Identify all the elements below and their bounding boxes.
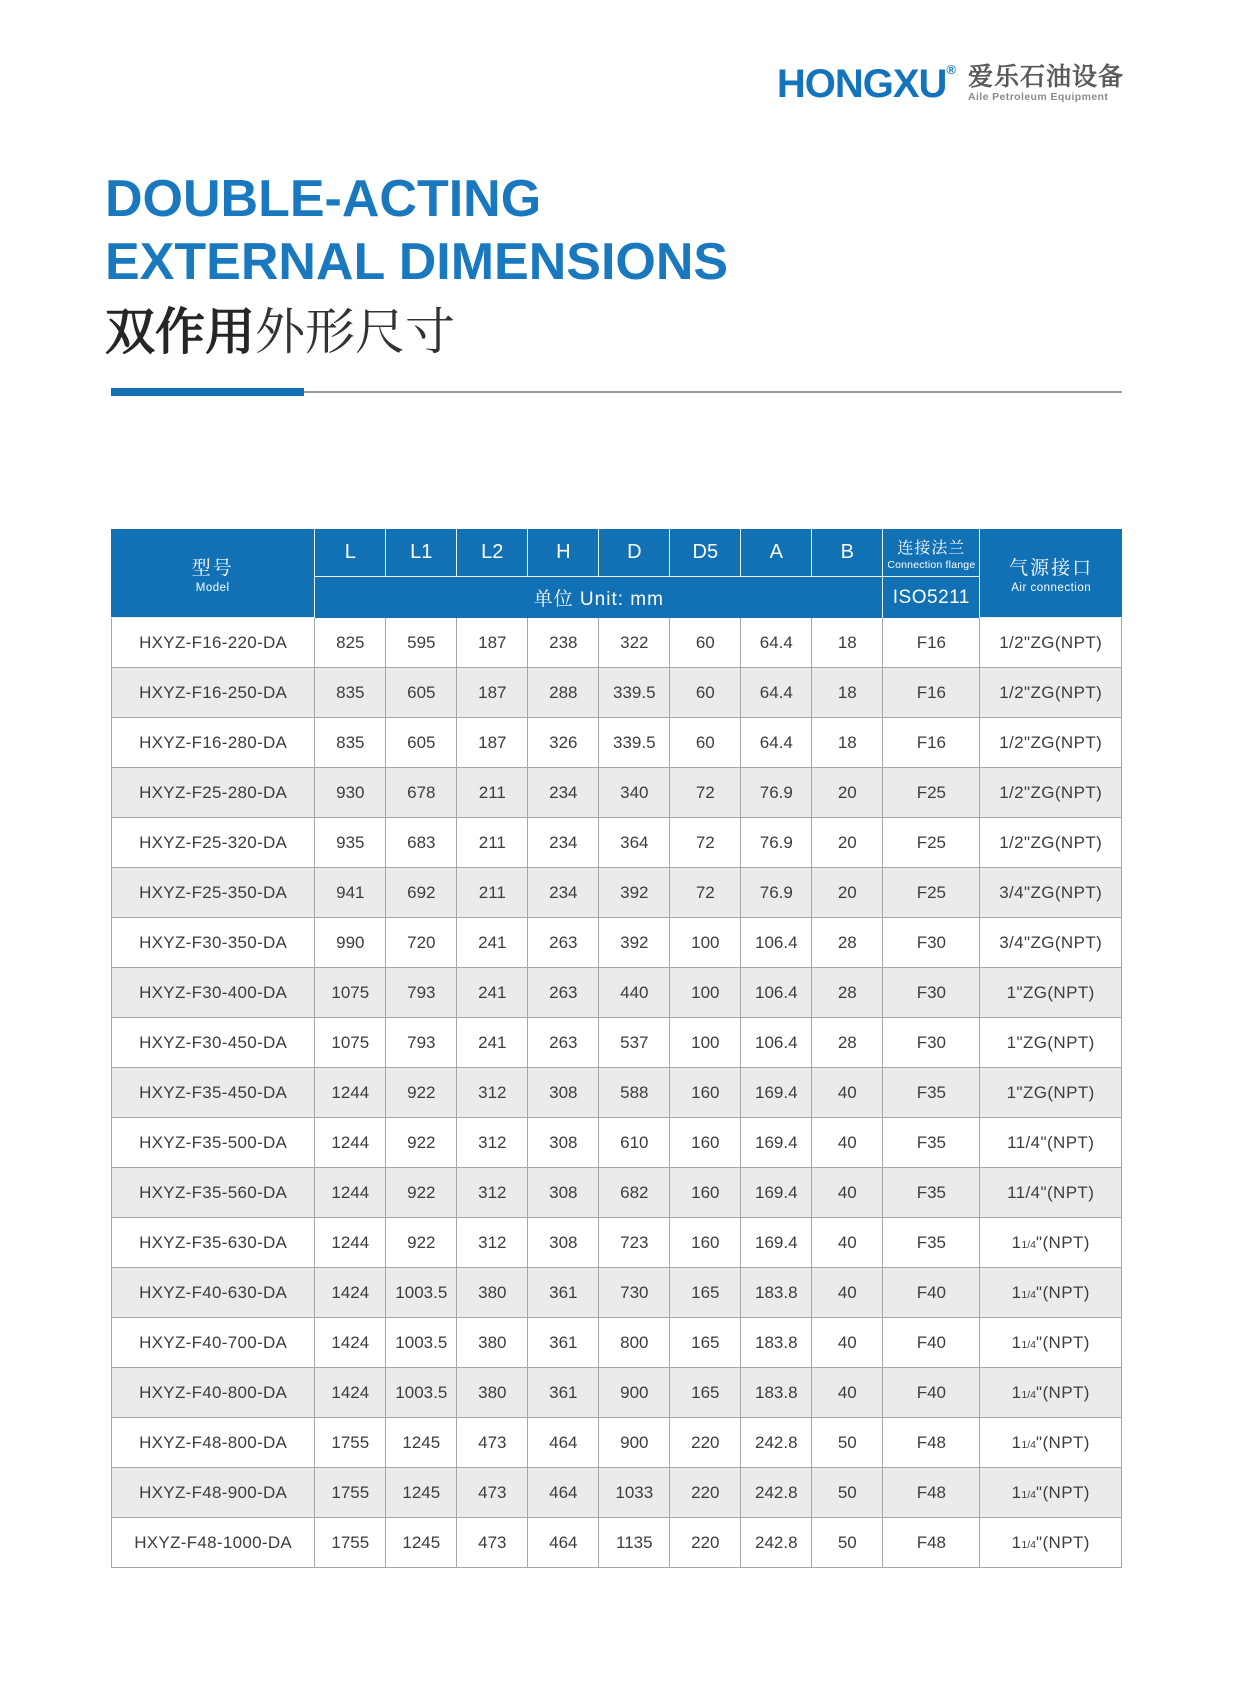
air-text: 1"ZG(NPT) (1006, 1082, 1095, 1102)
header-dim-l1: L1 (386, 529, 457, 577)
dimension-cell: 1244 (315, 1218, 386, 1268)
air-connection-cell (980, 718, 1122, 768)
dimension-cell: 380 (457, 1268, 528, 1318)
dimension-cell: 308 (528, 1168, 599, 1218)
model-cell: HXYZ-F16-250-DA (111, 668, 315, 718)
air-text: 1 (1011, 1382, 1022, 1402)
air-text: 3/4"ZG(NPT) (999, 882, 1103, 902)
dimension-cell: 18 (812, 618, 883, 668)
dimension-cell: 1244 (315, 1118, 386, 1168)
header-dim-l2: L2 (457, 529, 528, 577)
air-text: 1"ZG(NPT) (1006, 1032, 1095, 1052)
air-text: "(NPT) (1036, 1382, 1090, 1402)
dimension-cell: 187 (457, 718, 528, 768)
dimension-cell: 900 (599, 1368, 670, 1418)
air-text: 1 (1011, 1232, 1022, 1252)
header-flange-cn: 连接法兰 (897, 539, 966, 557)
flange-cell: F30 (883, 968, 980, 1018)
dimension-cell: 473 (457, 1418, 528, 1468)
header-dim-a: A (741, 529, 812, 577)
dimension-cell: 1424 (315, 1318, 386, 1368)
dimension-cell: 380 (457, 1368, 528, 1418)
dimension-cell: 72 (670, 818, 741, 868)
dimension-cell: 326 (528, 718, 599, 768)
air-text: 1/2"ZG(NPT) (999, 832, 1103, 852)
model-cell: HXYZ-F25-320-DA (111, 818, 315, 868)
dimension-cell: 234 (528, 868, 599, 918)
dimension-cell: 464 (528, 1518, 599, 1568)
flange-cell: F30 (883, 1018, 980, 1068)
title-chinese-bold: 双作用 (105, 303, 255, 360)
dimension-cell: 169.4 (741, 1118, 812, 1168)
dimension-cell: 322 (599, 618, 670, 668)
air-text: "(NPT) (1036, 1482, 1090, 1502)
dimension-cell: 922 (386, 1218, 457, 1268)
dimension-cell: 60 (670, 618, 741, 668)
dimension-cell: 1003.5 (386, 1268, 457, 1318)
header-model (111, 529, 315, 618)
dimension-cell: 288 (528, 668, 599, 718)
flange-cell: F25 (883, 818, 980, 868)
dimension-cell: 610 (599, 1118, 670, 1168)
table-row (111, 618, 1122, 668)
header-flange (883, 529, 980, 577)
title-line2: EXTERNAL DIMENSIONS (105, 233, 729, 292)
dimension-cell: 220 (670, 1518, 741, 1568)
model-cell: HXYZ-F25-350-DA (111, 868, 315, 918)
dimension-cell: 605 (386, 718, 457, 768)
dimension-cell: 211 (457, 868, 528, 918)
dimension-cell: 922 (386, 1118, 457, 1168)
dimension-cell: 941 (315, 868, 386, 918)
dimension-cell: 165 (670, 1368, 741, 1418)
logo-chinese-name: 爱乐石油设备 (967, 63, 1124, 91)
air-text: "(NPT) (1036, 1532, 1090, 1552)
model-cell: HXYZ-F48-1000-DA (111, 1518, 315, 1568)
dimension-cell: 605 (386, 668, 457, 718)
dimension-cell: 339.5 (599, 718, 670, 768)
air-connection-cell (980, 1368, 1122, 1418)
dimension-cell: 100 (670, 968, 741, 1018)
table-row (111, 868, 1122, 918)
dimension-cell: 160 (670, 1218, 741, 1268)
dimension-cell: 392 (599, 918, 670, 968)
dimension-cell: 28 (812, 1018, 883, 1068)
dimension-cell: 160 (670, 1168, 741, 1218)
dimension-cell: 242.8 (741, 1468, 812, 1518)
section-divider (111, 388, 1122, 396)
dimension-cell: 72 (670, 768, 741, 818)
table-row (111, 1418, 1122, 1468)
model-cell: HXYZ-F40-630-DA (111, 1268, 315, 1318)
dimension-cell: 835 (315, 718, 386, 768)
dimension-cell: 793 (386, 1018, 457, 1068)
brand-wordmark (776, 62, 956, 107)
flange-cell: F25 (883, 868, 980, 918)
dimension-cell: 380 (457, 1318, 528, 1368)
air-fraction-small: 1/4 (1021, 1338, 1037, 1351)
flange-cell: F16 (883, 718, 980, 768)
dimension-cell: 18 (812, 668, 883, 718)
air-fraction-small: 1/4 (1021, 1288, 1037, 1301)
dimension-cell: 339.5 (599, 668, 670, 718)
table-row (111, 818, 1122, 868)
air-text: 1 (1011, 1482, 1022, 1502)
air-text: 1"ZG(NPT) (1006, 982, 1095, 1002)
air-connection-cell (980, 1468, 1122, 1518)
dimension-cell: 1003.5 (386, 1368, 457, 1418)
flange-cell: F40 (883, 1268, 980, 1318)
dimension-cell: 106.4 (741, 1018, 812, 1068)
dimension-cell: 312 (457, 1218, 528, 1268)
air-connection-cell (980, 1168, 1122, 1218)
dimension-cell: 1755 (315, 1418, 386, 1468)
table-body (111, 618, 1122, 1568)
header-air-en: Air connection (1011, 581, 1092, 594)
header-dim-l: L (315, 529, 386, 577)
air-connection-cell (980, 618, 1122, 668)
air-text: 3/4"ZG(NPT) (999, 932, 1103, 952)
table-row (111, 668, 1122, 718)
air-connection-cell (980, 1068, 1122, 1118)
air-fraction-small: 1/4 (1021, 1538, 1037, 1551)
flange-cell: F40 (883, 1318, 980, 1368)
dimension-cell: 40 (812, 1168, 883, 1218)
dimension-cell: 935 (315, 818, 386, 868)
dimension-cell: 1135 (599, 1518, 670, 1568)
dimension-cell: 312 (457, 1168, 528, 1218)
table-row (111, 1268, 1122, 1318)
flange-cell: F35 (883, 1068, 980, 1118)
air-connection-cell (980, 868, 1122, 918)
dimension-cell: 364 (599, 818, 670, 868)
dimension-cell: 40 (812, 1068, 883, 1118)
dimension-cell: 1424 (315, 1268, 386, 1318)
dimension-cell: 220 (670, 1418, 741, 1468)
dimension-cell: 64.4 (741, 618, 812, 668)
model-cell: HXYZ-F35-500-DA (111, 1118, 315, 1168)
model-cell: HXYZ-F35-450-DA (111, 1068, 315, 1118)
dimension-cell: 361 (528, 1368, 599, 1418)
air-text: "(NPT) (1036, 1232, 1090, 1252)
air-fraction-small: 1/4 (1021, 1238, 1037, 1251)
table-row (111, 1468, 1122, 1518)
dimension-cell: 1755 (315, 1468, 386, 1518)
header-iso-standard: ISO5211 (883, 577, 980, 618)
air-text: 11/4"(NPT) (1007, 1132, 1095, 1152)
dimension-cell: 106.4 (741, 918, 812, 968)
model-cell: HXYZ-F48-800-DA (111, 1418, 315, 1468)
header-flange-en: Connection flange (887, 558, 976, 571)
air-connection-cell (980, 918, 1122, 968)
dimensions-table-wrap (111, 529, 1122, 1568)
flange-cell: F25 (883, 768, 980, 818)
table-row (111, 1318, 1122, 1368)
model-cell: HXYZ-F35-560-DA (111, 1168, 315, 1218)
air-text: 1/2"ZG(NPT) (999, 782, 1103, 802)
air-connection-cell (980, 1018, 1122, 1068)
air-connection-cell (980, 1268, 1122, 1318)
dimension-cell: 312 (457, 1068, 528, 1118)
dimension-cell: 106.4 (741, 968, 812, 1018)
divider-accent-bar (111, 388, 304, 396)
air-text: 1 (1011, 1432, 1022, 1452)
air-connection-cell (980, 968, 1122, 1018)
table-row (111, 1368, 1122, 1418)
dimension-cell: 825 (315, 618, 386, 668)
air-fraction-small: 1/4 (1021, 1488, 1037, 1501)
flange-cell: F35 (883, 1118, 980, 1168)
dimension-cell: 28 (812, 968, 883, 1018)
air-text: 1/2"ZG(NPT) (999, 632, 1103, 652)
dimension-cell: 76.9 (741, 768, 812, 818)
dimension-cell: 234 (528, 768, 599, 818)
air-connection-cell (980, 1118, 1122, 1168)
air-connection-cell (980, 818, 1122, 868)
air-connection-cell (980, 668, 1122, 718)
dimension-cell: 1245 (386, 1468, 457, 1518)
air-text: 1/2"ZG(NPT) (999, 682, 1103, 702)
dimension-cell: 18 (812, 718, 883, 768)
model-cell: HXYZ-F40-700-DA (111, 1318, 315, 1368)
header-air-cn: 气源接口 (1009, 557, 1094, 579)
model-cell: HXYZ-F40-800-DA (111, 1368, 315, 1418)
dimension-cell: 537 (599, 1018, 670, 1068)
table-row (111, 1518, 1122, 1568)
dimension-cell: 183.8 (741, 1318, 812, 1368)
flange-cell: F48 (883, 1468, 980, 1518)
dimension-cell: 308 (528, 1218, 599, 1268)
dimension-cell: 990 (315, 918, 386, 968)
air-fraction-small: 1/4 (1021, 1438, 1037, 1451)
table-row (111, 918, 1122, 968)
model-cell: HXYZ-F16-280-DA (111, 718, 315, 768)
dimension-cell: 211 (457, 818, 528, 868)
model-cell: HXYZ-F30-450-DA (111, 1018, 315, 1068)
dimension-cell: 100 (670, 1018, 741, 1068)
dimension-cell: 683 (386, 818, 457, 868)
dimension-cell: 1033 (599, 1468, 670, 1518)
dimension-cell: 20 (812, 818, 883, 868)
dimension-cell: 100 (670, 918, 741, 968)
dimension-cell: 50 (812, 1468, 883, 1518)
dimension-cell: 308 (528, 1118, 599, 1168)
flange-cell: F30 (883, 918, 980, 968)
dimension-cell: 211 (457, 768, 528, 818)
dimension-cell: 678 (386, 768, 457, 818)
dimension-cell: 187 (457, 668, 528, 718)
table-row (111, 1018, 1122, 1068)
dimension-cell: 835 (315, 668, 386, 718)
dimension-cell: 169.4 (741, 1218, 812, 1268)
flange-cell: F40 (883, 1368, 980, 1418)
dimensions-table (111, 529, 1122, 1568)
flange-cell: F48 (883, 1418, 980, 1468)
dimension-cell: 922 (386, 1068, 457, 1118)
air-connection-cell (980, 1318, 1122, 1368)
model-cell: HXYZ-F25-280-DA (111, 768, 315, 818)
flange-cell: F35 (883, 1168, 980, 1218)
dimension-cell: 64.4 (741, 718, 812, 768)
title-chinese-rest: 外形尺寸 (255, 303, 455, 360)
dimension-cell: 692 (386, 868, 457, 918)
dimension-cell: 595 (386, 618, 457, 668)
dimension-cell: 183.8 (741, 1368, 812, 1418)
dimension-cell: 800 (599, 1318, 670, 1368)
dimension-cell: 361 (528, 1318, 599, 1368)
dimension-cell: 40 (812, 1318, 883, 1368)
air-connection-cell (980, 768, 1122, 818)
dimension-cell: 160 (670, 1068, 741, 1118)
header-dim-d5: D5 (670, 529, 741, 577)
table-row (111, 1218, 1122, 1268)
dimension-cell: 392 (599, 868, 670, 918)
dimension-cell: 1075 (315, 1018, 386, 1068)
header-dim-h: H (528, 529, 599, 577)
dimension-cell: 473 (457, 1468, 528, 1518)
dimension-cell: 1244 (315, 1168, 386, 1218)
air-text: "(NPT) (1036, 1332, 1090, 1352)
dimension-cell: 20 (812, 868, 883, 918)
dimension-cell: 900 (599, 1418, 670, 1468)
dimension-cell: 682 (599, 1168, 670, 1218)
dimension-cell: 40 (812, 1368, 883, 1418)
table-header (111, 529, 1122, 618)
logo-names (968, 64, 1124, 104)
dimension-cell: 50 (812, 1418, 883, 1468)
dimension-cell: 1003.5 (386, 1318, 457, 1368)
air-text: 1 (1011, 1532, 1022, 1552)
dimension-cell: 169.4 (741, 1168, 812, 1218)
dimension-cell: 60 (670, 718, 741, 768)
logo-english-name: Aile Petroleum Equipment (967, 91, 1109, 104)
dimension-cell: 234 (528, 818, 599, 868)
dimension-cell: 361 (528, 1268, 599, 1318)
dimension-cell: 588 (599, 1068, 670, 1118)
dimension-cell: 723 (599, 1218, 670, 1268)
dimension-cell: 50 (812, 1518, 883, 1568)
air-text: 1 (1011, 1282, 1022, 1302)
flange-cell: F16 (883, 618, 980, 668)
model-cell: HXYZ-F30-350-DA (111, 918, 315, 968)
table-row (111, 968, 1122, 1018)
dimension-cell: 72 (670, 868, 741, 918)
air-text: "(NPT) (1036, 1432, 1090, 1452)
dimension-cell: 169.4 (741, 1068, 812, 1118)
flange-cell: F16 (883, 668, 980, 718)
dimension-cell: 76.9 (741, 868, 812, 918)
table-row (111, 1118, 1122, 1168)
header-unit: 单位 Unit: mm (315, 577, 883, 618)
dimension-cell: 730 (599, 1268, 670, 1318)
dimension-cell: 20 (812, 768, 883, 818)
dimension-cell: 40 (812, 1118, 883, 1168)
dimension-cell: 165 (670, 1268, 741, 1318)
model-cell: HXYZ-F48-900-DA (111, 1468, 315, 1518)
dimension-cell: 238 (528, 618, 599, 668)
dimension-cell: 473 (457, 1518, 528, 1568)
dimension-cell: 1424 (315, 1368, 386, 1418)
dimension-cell: 440 (599, 968, 670, 1018)
air-text: 1 (1011, 1332, 1022, 1352)
dimension-cell: 308 (528, 1068, 599, 1118)
dimension-cell: 165 (670, 1318, 741, 1368)
dimension-cell: 263 (528, 1018, 599, 1068)
dimension-cell: 263 (528, 968, 599, 1018)
header-model-en: Model (195, 581, 230, 594)
dimension-cell: 242.8 (741, 1518, 812, 1568)
dimension-cell: 922 (386, 1168, 457, 1218)
dimension-cell: 312 (457, 1118, 528, 1168)
dimension-cell: 241 (457, 968, 528, 1018)
registered-mark-icon: ® (946, 62, 956, 78)
header-model-cn: 型号 (191, 557, 234, 579)
model-cell: HXYZ-F35-630-DA (111, 1218, 315, 1268)
air-connection-cell (980, 1518, 1122, 1568)
table-row (111, 1168, 1122, 1218)
dimension-cell: 720 (386, 918, 457, 968)
air-text: "(NPT) (1036, 1282, 1090, 1302)
flange-cell: F48 (883, 1518, 980, 1568)
table-row (111, 718, 1122, 768)
company-logo (776, 62, 1124, 107)
dimension-cell: 1245 (386, 1418, 457, 1468)
page-title (105, 168, 728, 363)
dimension-cell: 1244 (315, 1068, 386, 1118)
dimension-cell: 464 (528, 1418, 599, 1468)
dimension-cell: 187 (457, 618, 528, 668)
dimension-cell: 464 (528, 1468, 599, 1518)
title-line1: DOUBLE-ACTING (105, 170, 542, 228)
dimension-cell: 340 (599, 768, 670, 818)
dimension-cell: 76.9 (741, 818, 812, 868)
dimension-cell: 930 (315, 768, 386, 818)
air-text: 11/4"(NPT) (1007, 1182, 1095, 1202)
header-dim-b: B (812, 529, 883, 577)
dimension-cell: 242.8 (741, 1418, 812, 1468)
header-dim-d: D (599, 529, 670, 577)
air-fraction-small: 1/4 (1021, 1388, 1037, 1401)
flange-cell: F35 (883, 1218, 980, 1268)
dimension-cell: 241 (457, 918, 528, 968)
dimension-cell: 183.8 (741, 1268, 812, 1318)
dimension-cell: 28 (812, 918, 883, 968)
dimension-cell: 1075 (315, 968, 386, 1018)
air-text: 1/2"ZG(NPT) (999, 732, 1103, 752)
dimension-cell: 1245 (386, 1518, 457, 1568)
table-row (111, 768, 1122, 818)
dimension-cell: 40 (812, 1218, 883, 1268)
model-cell: HXYZ-F16-220-DA (111, 618, 315, 668)
dimension-cell: 1755 (315, 1518, 386, 1568)
air-connection-cell (980, 1418, 1122, 1468)
model-cell: HXYZ-F30-400-DA (111, 968, 315, 1018)
dimension-cell: 64.4 (741, 668, 812, 718)
air-connection-cell (980, 1218, 1122, 1268)
table-row (111, 1068, 1122, 1118)
brand-name: HONGXU (776, 62, 947, 107)
title-chinese (105, 301, 728, 364)
dimension-cell: 40 (812, 1268, 883, 1318)
dimension-cell: 160 (670, 1118, 741, 1168)
dimension-cell: 263 (528, 918, 599, 968)
header-air-connection (980, 529, 1122, 618)
dimension-cell: 793 (386, 968, 457, 1018)
dimension-cell: 241 (457, 1018, 528, 1068)
dimension-cell: 60 (670, 668, 741, 718)
dimension-cell: 220 (670, 1468, 741, 1518)
